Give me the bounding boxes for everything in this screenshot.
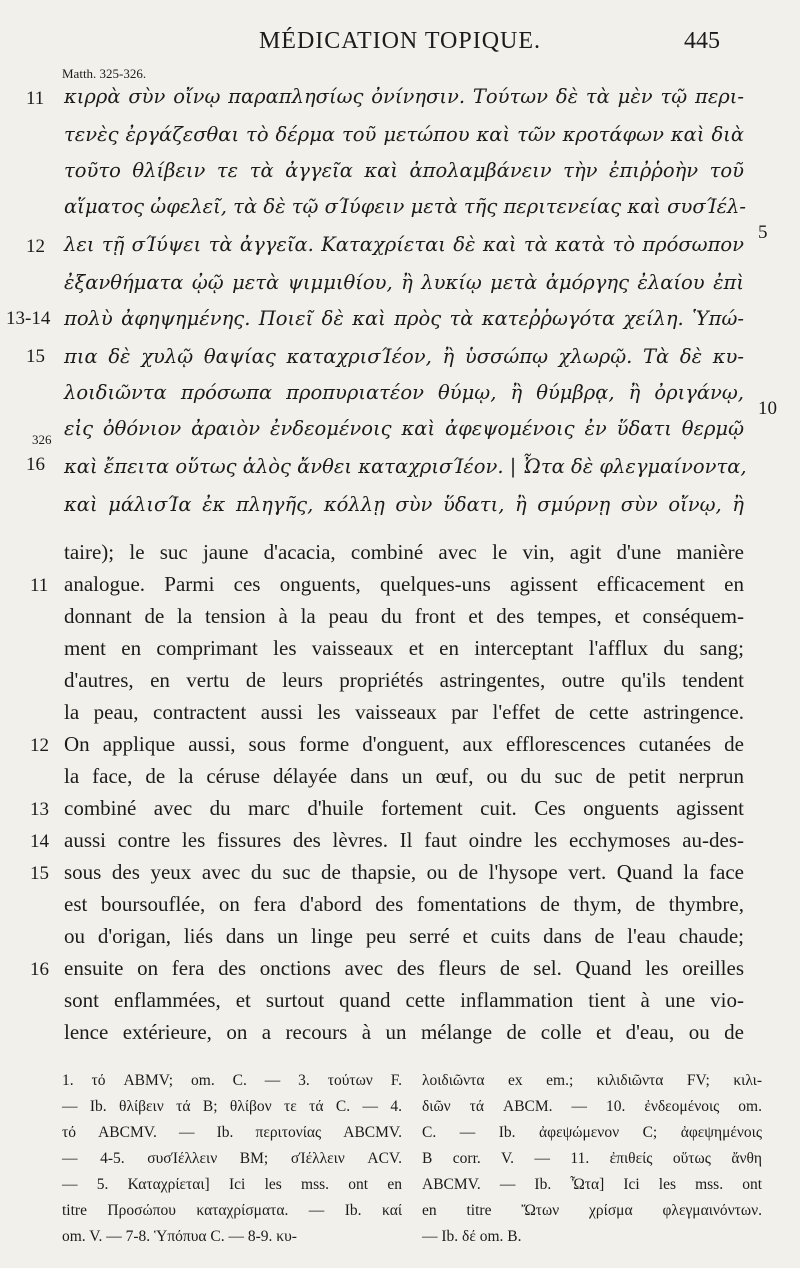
french-line: d'autres, en vertu de leurs propriétés astringentes, outre qu'ils tendent bbox=[64, 668, 744, 692]
greek-line: κιρρὰ σὺν οἴνῳ παραπλησίως ὀνίνησιν. Τούτων δὲ τὰ μὲν τῷ περι- bbox=[64, 85, 744, 108]
greek-line: τενὲς ἐργάζεσθαι τὸ δέρμα τοῦ μετώπου καὶ τῶν κροτάφων καὶ διὰ bbox=[64, 123, 744, 146]
footnote-line: — Ib. δέ om. B. bbox=[422, 1228, 522, 1245]
french-line: sont enflammées, et surtout quand cette inflammation tient à une vio- bbox=[64, 988, 744, 1012]
page-reference-marker: 326 bbox=[32, 432, 52, 447]
left-margin-number: 11 bbox=[30, 575, 49, 596]
footnote-line: en titre Ὤτων χρίσμα φλεγμαινόντων. bbox=[422, 1202, 762, 1219]
right-margin-number: 5 bbox=[758, 222, 768, 243]
french-line: aussi contre les fissures des lèvres. Il faut oindre les ecchymoses au-des- bbox=[64, 828, 744, 852]
french-line: combiné avec du marc d'huile fortement cuit. Ces onguents agissent bbox=[64, 796, 744, 820]
french-line: la peau, contractent aussi les vaisseaux par l'effet de cette astringence. bbox=[64, 700, 744, 724]
footnote-line: B corr. V. — 11. ἐπιθείς οὕτως ἄνθη bbox=[422, 1150, 762, 1167]
french-line: analogue. Parmi ces onguents, quelques-uns agissent efficacement en bbox=[64, 572, 744, 596]
footnotes-right-column bbox=[422, 1068, 762, 1250]
footnote-line: διῶν τά ABCM. — 10. ἐνδεομένοις om. bbox=[422, 1098, 762, 1115]
footnote-line: — 4-5. συσΊέλλειν BM; σΊέλλειν ACV. bbox=[62, 1150, 402, 1167]
french-line: ensuite on fera des onctions avec des fleurs de sel. Quand les oreilles bbox=[64, 956, 744, 980]
left-margin-number: 13-14 bbox=[6, 308, 51, 329]
footnote-line: — Ib. θλίβειν τά B; θλίβον τε τά C. — 4. bbox=[62, 1098, 402, 1115]
left-margin-number: 12 bbox=[26, 236, 45, 257]
greek-line: πολὺ ἀφηψημένης. Ποιεῖ δὲ καὶ πρὸς τὰ κατεῤῥωγότα χείλη. Ὑπώ- bbox=[64, 307, 744, 330]
french-line: taire); le suc jaune d'acacia, combiné avec le vin, agit d'une manière bbox=[64, 540, 744, 564]
footnote-line: C. — Ib. ἀφεψώμενον C; ἀφεψημένοις bbox=[422, 1124, 762, 1141]
page-number: 445 bbox=[684, 28, 720, 54]
footnote-line: 1. τό ABMV; om. C. — 3. τούτων F. bbox=[62, 1072, 402, 1089]
footnote-line: — 5. Καταχρίεται] Ici les mss. ont en bbox=[62, 1176, 402, 1193]
greek-line: καὶ ἔπειτα οὕτως ἁλὸς ἄνθει καταχρισΊέον. | Ὦτα δὲ φλεγμαίνοντα, bbox=[64, 455, 747, 478]
french-line: donnant de la tension à la peau du front et des tempes, et conséquem- bbox=[64, 604, 744, 628]
left-margin-number: 11 bbox=[26, 88, 45, 109]
left-margin-number: 13 bbox=[30, 799, 49, 820]
footnote-line: τό ABCMV. — Ib. περιτονίας ABCMV. bbox=[62, 1124, 402, 1141]
running-title: MÉDICATION TOPIQUE. bbox=[258, 28, 542, 54]
greek-line: εἰς ὀθόνιον ἀραιὸν ἐνδεομένοις καὶ ἀφεψομένοις ἐν ὕδατι θερμῷ bbox=[64, 417, 744, 440]
left-margin-number: 16 bbox=[30, 959, 49, 980]
right-margin-number: 10 bbox=[758, 398, 777, 419]
greek-line: καὶ μάλισΊα ἐκ πληγῆς, κόλλῃ σὺν ὕδατι, ἢ σμύρνῃ σὺν οἴνῳ, ἢ bbox=[64, 493, 744, 516]
french-line: ment en comprimant les vaisseaux et en interceptant l'afflux du sang; bbox=[64, 636, 744, 660]
french-line: sous des yeux avec du suc de thapsie, ou de l'hysope vert. Quand la face bbox=[64, 860, 744, 884]
footnote-line: λοιδιῶντα ex em.; κιλιδιῶντα FV; κιλι- bbox=[422, 1072, 762, 1089]
reference-note: Matth. 325-326. bbox=[62, 66, 147, 81]
french-line: On applique aussi, sous forme d'onguent, aux efflorescences cutanées de bbox=[64, 732, 744, 756]
greek-line: πια δὲ χυλῷ θαψίας καταχρισΊέον, ἢ ὑσσώπῳ χλωρῷ. Τὰ δὲ κυ- bbox=[64, 345, 744, 368]
french-line: lence extérieure, on a recours à un mélange de colle et d'eau, ou de bbox=[64, 1020, 744, 1044]
left-margin-number: 12 bbox=[30, 735, 49, 756]
left-margin-number: 15 bbox=[26, 346, 45, 367]
greek-line: αἵματος ὠφελεῖ, τὰ δὲ τῷ σΊύφειν μετὰ τῆς περιτενείας καὶ συσΊέλ- bbox=[64, 195, 746, 218]
left-margin-number: 15 bbox=[30, 863, 49, 884]
french-line: ou d'origan, liés dans un linge peu serré et cuits dans de l'eau chaude; bbox=[64, 924, 744, 948]
left-margin-number: 16 bbox=[26, 454, 45, 475]
footnote-line: titre Προσώπου καταχρίσματα. — Ib. καί bbox=[62, 1202, 402, 1219]
french-line: est boursouflée, on fera d'abord des fomentations de thym, de thymbre, bbox=[64, 892, 744, 916]
greek-line: λοιδιῶντα πρόσωπα προπυριατέον θύμῳ, ἢ θύμβρᾳ, ἢ ὀριγάνῳ, bbox=[64, 381, 744, 404]
greek-line: λει τῇ σΊύψει τὰ ἀγγεῖα. Καταχρίεται δὲ καὶ τὰ κατὰ τὸ πρόσωπον bbox=[64, 233, 744, 256]
footnotes-left-column bbox=[62, 1068, 402, 1250]
french-line: la face, de la céruse délayée dans un œuf, ou du suc de petit nerprun bbox=[64, 764, 744, 788]
left-margin-number: 14 bbox=[30, 831, 49, 852]
footnote-line: om. V. — 7-8. Ὑπόπυα C. — 8-9. κυ- bbox=[62, 1228, 297, 1245]
greek-line: ἐξανθήματα ᾠῷ μετὰ ψιμμιθίου, ἢ λυκίῳ μετὰ ἀμόργης ἐλαίου ἐπὶ bbox=[64, 271, 744, 294]
greek-line: τοῦτο θλίβειν τε τὰ ἀγγεῖα καὶ ἀπολαμβάνειν τὴν ἐπιῤῥοὴν τοῦ bbox=[64, 159, 744, 182]
footnote-line: ABCMV. — Ib. Ὦτα] Ici les mss. ont bbox=[422, 1176, 762, 1193]
